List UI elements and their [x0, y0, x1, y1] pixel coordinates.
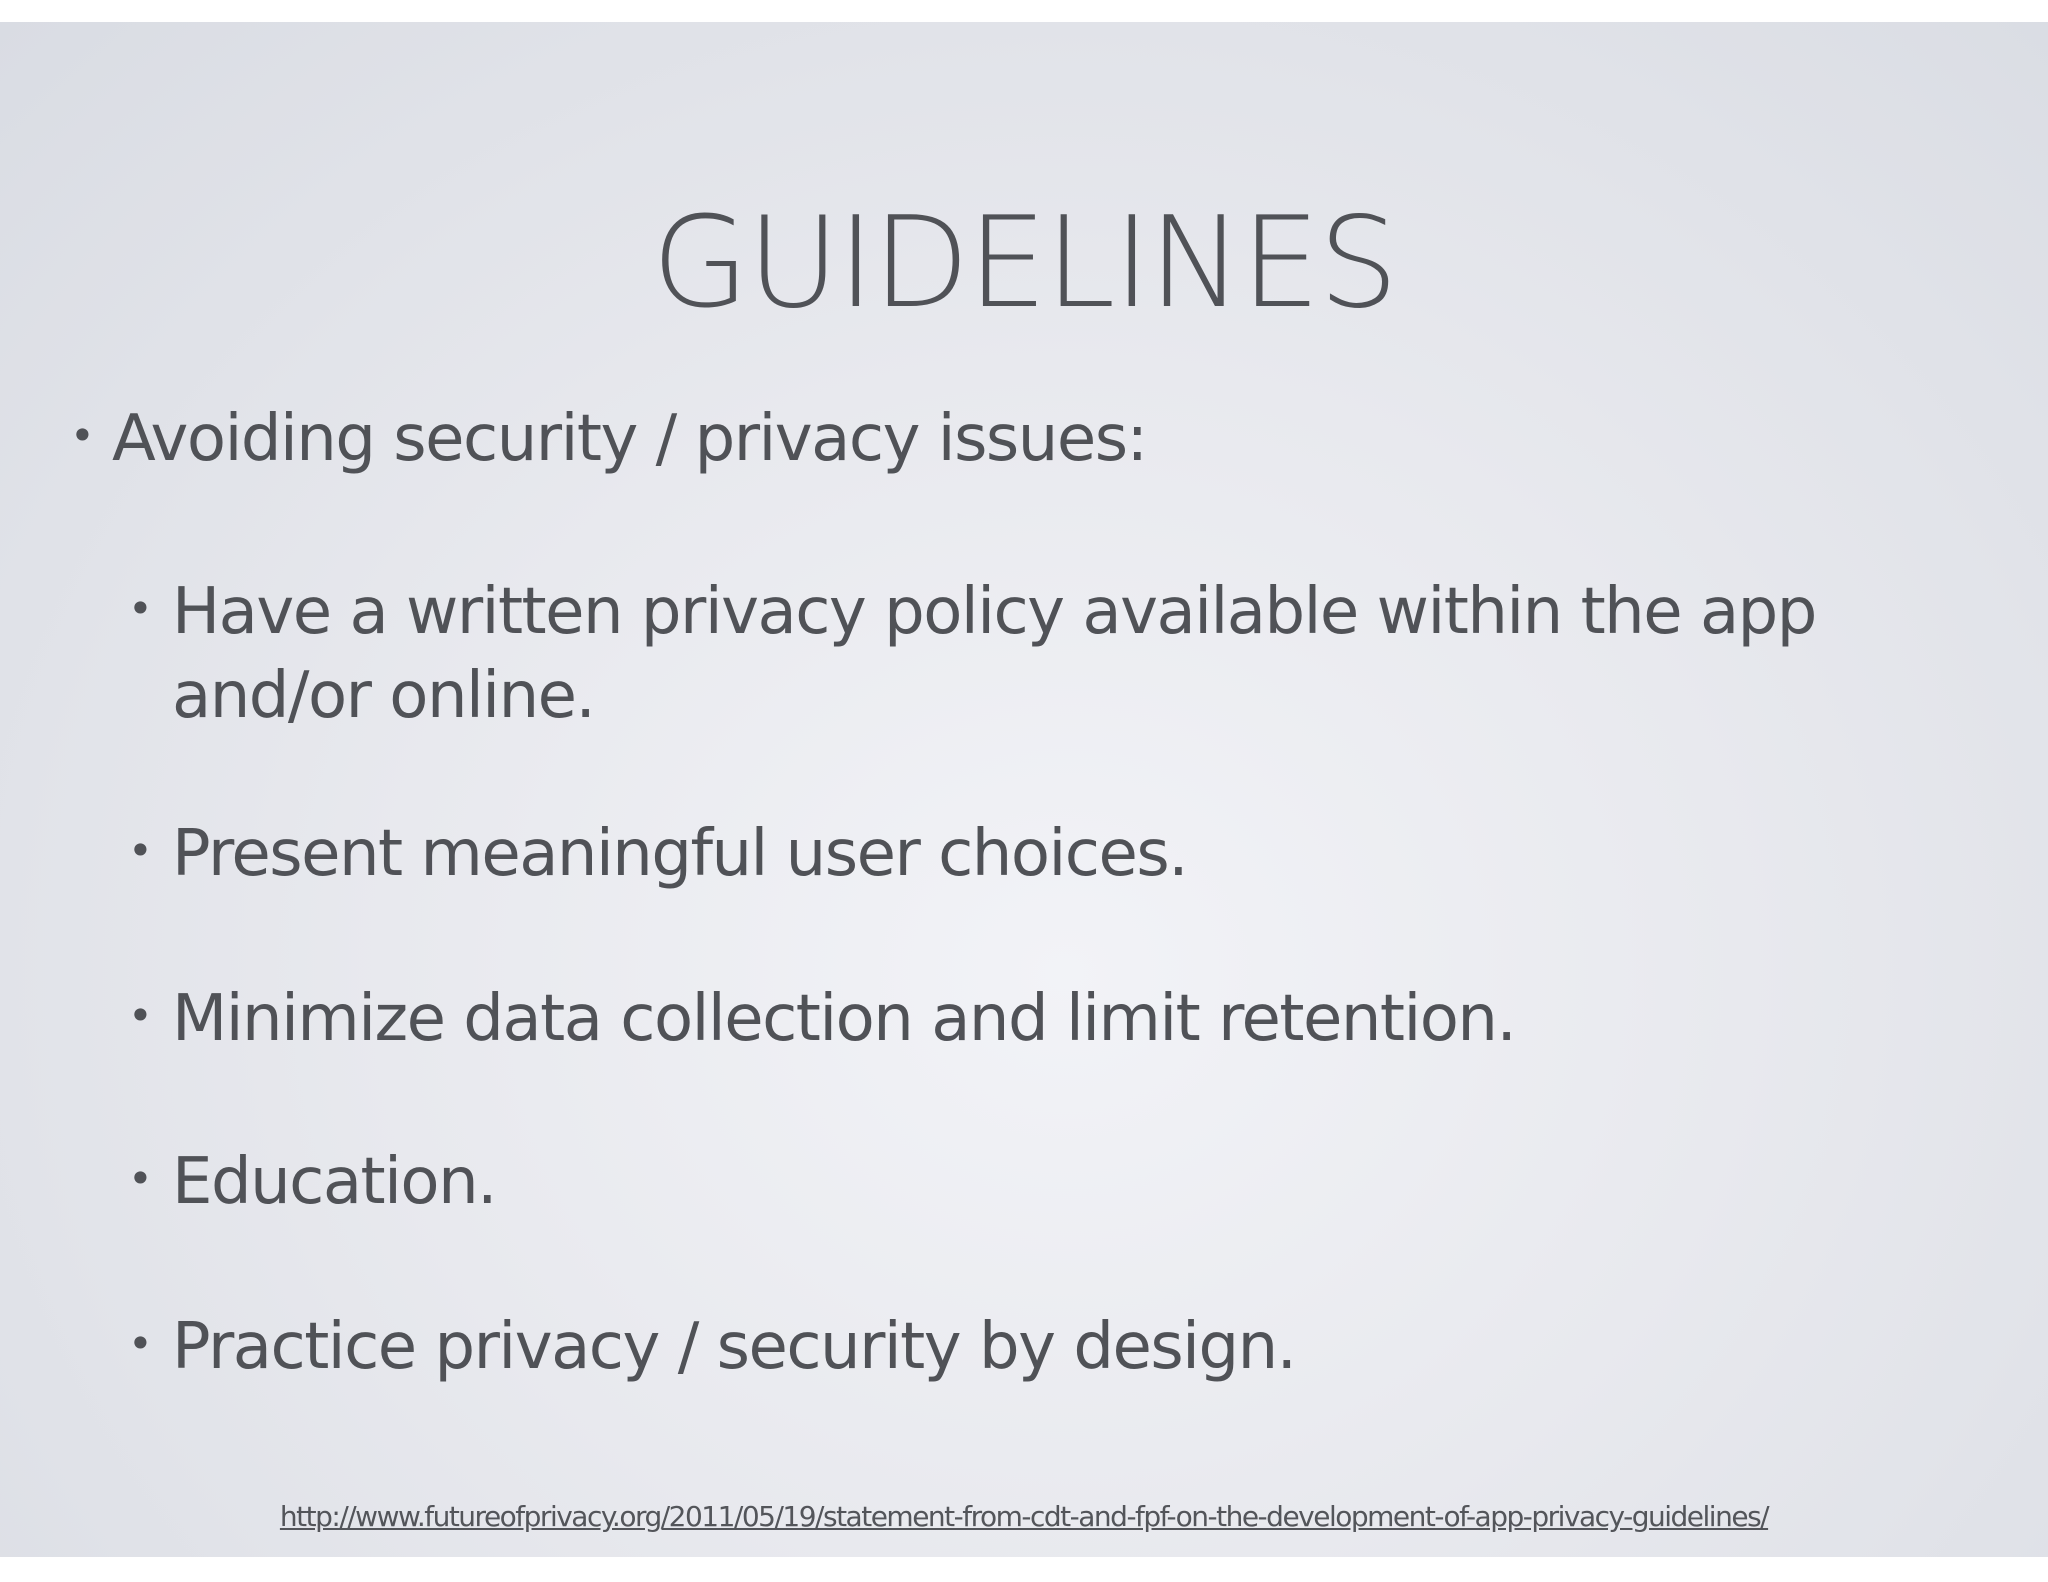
bullet-icon: •	[128, 1154, 153, 1203]
sub-bullet-data-minimization	[128, 977, 1988, 1061]
sub-bullet-user-choices	[128, 812, 1988, 896]
bullet-icon: •	[128, 991, 153, 1040]
bullet-icon: •	[70, 411, 95, 460]
main-bullet	[70, 397, 1970, 481]
sub-bullet-text: Minimize data collection and limit retention.	[172, 982, 1516, 1056]
sub-bullet-privacy-policy	[128, 570, 1988, 738]
sub-bullet-text: Have a written privacy policy available within the app and/or online.	[172, 575, 1816, 733]
bullet-icon: •	[128, 584, 153, 633]
bullet-icon: •	[128, 1319, 153, 1368]
slide	[0, 22, 2048, 1557]
source-url-link[interactable]: http://www.futureofprivacy.org/2011/05/19/statement-from-cdt-and-fpf-on-the-development-of-app-privacy-guidelines/	[279, 1500, 1769, 1533]
main-bullet-text: Avoiding security / privacy issues:	[112, 402, 1147, 476]
sub-bullet-privacy-by-design	[128, 1305, 1988, 1389]
sub-bullet-text: Education.	[172, 1145, 496, 1219]
bullet-icon: •	[128, 826, 153, 875]
sub-bullet-education	[128, 1140, 1988, 1224]
sub-bullet-text: Practice privacy / security by design.	[172, 1310, 1296, 1384]
sub-bullet-text: Present meaningful user choices.	[172, 817, 1188, 891]
slide-title: GUIDELINES	[651, 189, 1397, 336]
